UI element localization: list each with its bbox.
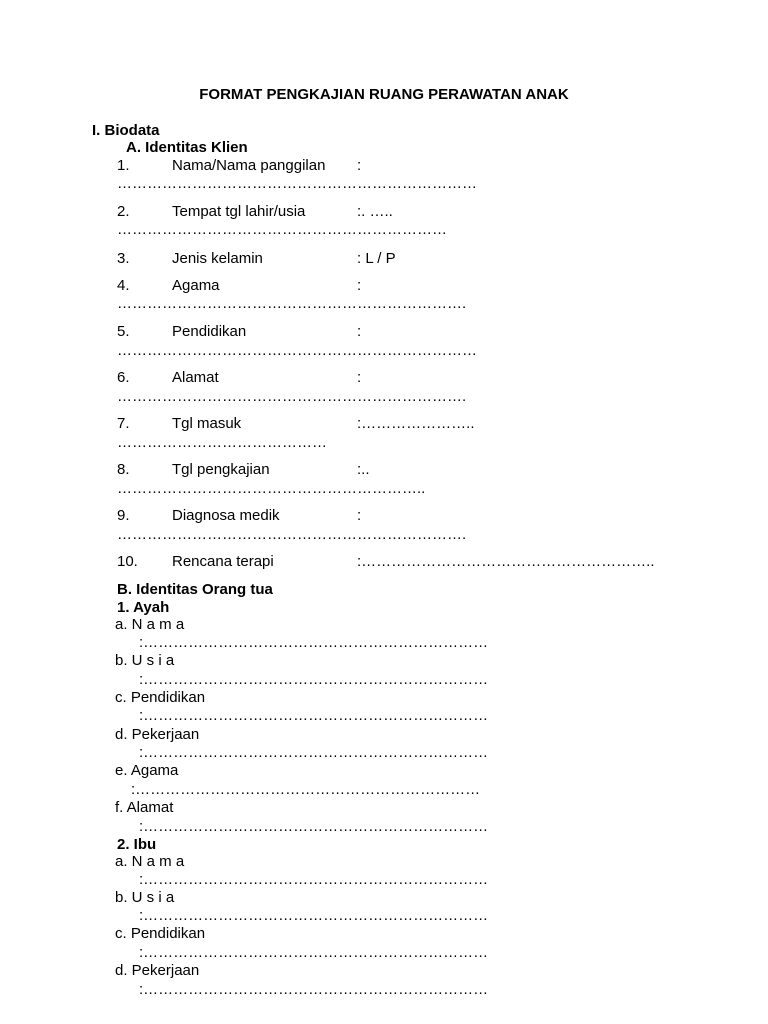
item-number: 10. xyxy=(117,553,138,570)
parent-field-label: c. Pendidikan xyxy=(115,689,206,706)
field-value: :. ….. xyxy=(357,203,393,220)
parent-field-value: :…………………………………………………………… xyxy=(139,707,489,724)
field-value: :.. xyxy=(357,461,370,478)
identitas-klien-heading: A. Identitas Klien xyxy=(126,139,248,156)
parent-field-value: :…………………………………………………………… xyxy=(139,634,489,651)
item-number: 7. xyxy=(117,415,130,432)
parent-field-value: :…………………………………………………………… xyxy=(139,871,489,888)
field-label: Diagnosa medik xyxy=(172,507,280,524)
field-label: Tempat tgl lahir/usia xyxy=(172,203,306,220)
field-dots: ……………………………………………………………… xyxy=(117,342,477,359)
parent-field-value: :…………………………………………………………… xyxy=(139,907,489,924)
field-value: : xyxy=(357,323,362,340)
item-number: 9. xyxy=(117,507,130,524)
parent-field-label: f. Alamat xyxy=(115,799,174,816)
item-number: 1. xyxy=(117,157,130,174)
item-number: 5. xyxy=(117,323,130,340)
parent-field-label: a. N a m a xyxy=(115,616,185,633)
field-value: : xyxy=(357,277,362,294)
item-number: 8. xyxy=(117,461,130,478)
field-dots: …………………………………… xyxy=(117,434,327,451)
parent-field-value: :…………………………………………………………… xyxy=(131,781,481,798)
field-value: : xyxy=(357,157,362,174)
parent-field-label: a. N a m a xyxy=(115,853,185,870)
field-dots: ……………………………………………………………. xyxy=(117,295,467,312)
parent-field-value: :…………………………………………………………… xyxy=(139,818,489,835)
field-label: Tgl pengkajian xyxy=(172,461,270,478)
parent-field-label: e. Agama xyxy=(115,762,179,779)
field-dots: ………………………………………………………… xyxy=(117,221,447,238)
parent-field-label: d. Pekerjaan xyxy=(115,962,200,979)
field-value: :………………….. xyxy=(357,415,475,432)
section-biodata-heading: I. Biodata xyxy=(92,122,160,139)
field-label: Pendidikan xyxy=(172,323,247,340)
field-value: :………………………………………………….. xyxy=(357,553,655,570)
identitas-orang-tua-heading: B. Identitas Orang tua xyxy=(117,581,273,598)
parent-field-label: c. Pendidikan xyxy=(115,925,206,942)
field-label: Rencana terapi xyxy=(172,553,274,570)
item-number: 4. xyxy=(117,277,130,294)
field-dots: ……………………………………………………………. xyxy=(117,526,467,543)
field-value: : L / P xyxy=(357,250,396,267)
field-dots: …………………………………………………….. xyxy=(117,480,426,497)
parent-field-label: b. U s i a xyxy=(115,889,175,906)
parent-field-value: :…………………………………………………………… xyxy=(139,671,489,688)
field-label: Jenis kelamin xyxy=(172,250,263,267)
field-dots: ……………………………………………………………… xyxy=(117,175,477,192)
parent-field-value: :…………………………………………………………… xyxy=(139,981,489,998)
ayah-heading: 1. Ayah xyxy=(117,599,170,616)
field-value: : xyxy=(357,507,362,524)
item-number: 6. xyxy=(117,369,130,386)
field-label: Tgl masuk xyxy=(172,415,242,432)
parent-field-value: :…………………………………………………………… xyxy=(139,744,489,761)
field-label: Agama xyxy=(172,277,220,294)
field-value: : xyxy=(357,369,362,386)
parent-field-value: :…………………………………………………………… xyxy=(139,944,489,961)
parent-field-label: b. U s i a xyxy=(115,652,175,669)
document-title: FORMAT PENGKAJIAN RUANG PERAWATAN ANAK xyxy=(199,86,569,103)
item-number: 3. xyxy=(117,250,130,267)
item-number: 2. xyxy=(117,203,130,220)
field-label: Alamat xyxy=(172,369,219,386)
ibu-heading: 2. Ibu xyxy=(117,836,157,853)
field-label: Nama/Nama panggilan xyxy=(172,157,326,174)
parent-field-label: d. Pekerjaan xyxy=(115,726,200,743)
field-dots: ……………………………………………………………. xyxy=(117,388,467,405)
